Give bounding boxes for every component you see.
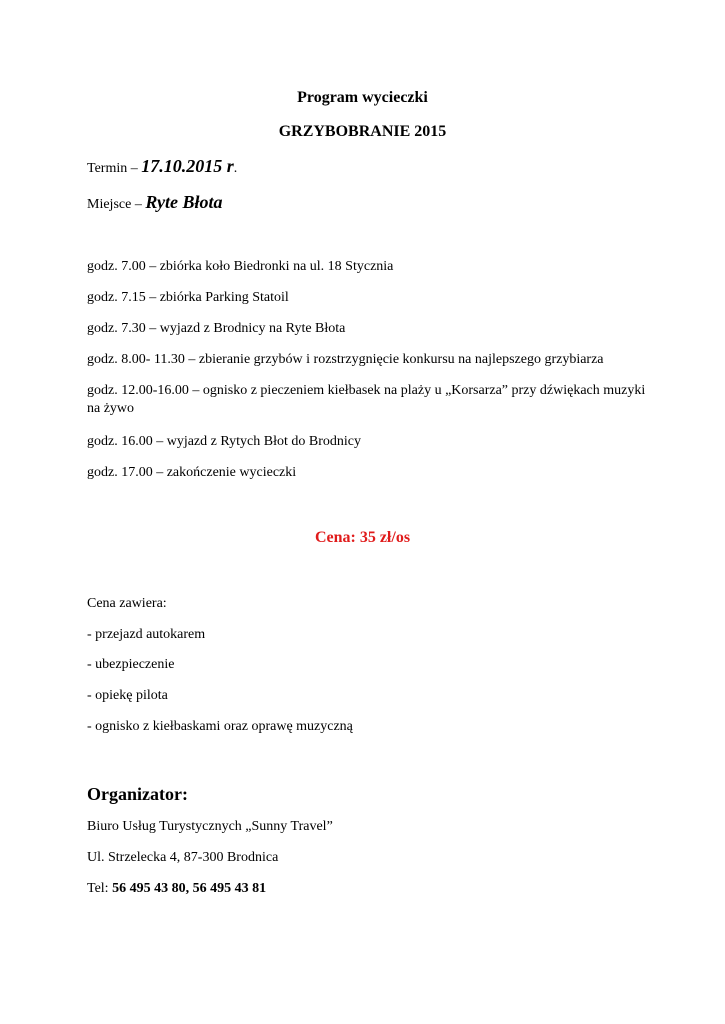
includes-item: - przejazd autokarem bbox=[87, 627, 206, 642]
schedule-item: godz. 12.00-16.00 – ognisko z pieczeniem kiełbasek na plaży u „Korsarza” przy dźwiękach muzyki na żywo bbox=[87, 383, 646, 416]
schedule-item: godz. 7.00 – zbiórka koło Biedronki na ul. 18 Stycznia bbox=[87, 259, 394, 274]
term-date: 17.10.2015 r bbox=[141, 156, 234, 176]
phone-label: Tel: bbox=[87, 881, 113, 896]
includes-item: - ubezpieczenie bbox=[87, 657, 175, 672]
schedule-item: godz. 16.00 – wyjazd z Rytych Błot do Brodnicy bbox=[87, 434, 361, 449]
document-subtitle: GRZYBOBRANIE 2015 bbox=[278, 123, 447, 140]
phone-numbers: 56 495 43 80, 56 495 43 81 bbox=[112, 881, 267, 896]
place-line bbox=[87, 193, 223, 214]
place-label: Miejsce – bbox=[87, 197, 146, 212]
price-line: Cena: 35 zł/os bbox=[314, 529, 411, 546]
schedule-item: godz. 7.30 – wyjazd z Brodnicy na Ryte Błota bbox=[87, 321, 346, 336]
term-line bbox=[87, 157, 237, 178]
term-suffix: . bbox=[233, 161, 238, 176]
organizer-heading: Organizator: bbox=[87, 784, 188, 804]
includes-item: - ognisko z kiełbaskami oraz oprawę muzyczną bbox=[87, 719, 353, 734]
organizer-phone bbox=[87, 880, 266, 898]
term-label: Termin – bbox=[87, 161, 142, 176]
organizer-name: Biuro Usług Turystycznych „Sunny Travel” bbox=[87, 819, 333, 834]
place-name: Ryte Błota bbox=[145, 192, 223, 212]
schedule-item: godz. 8.00- 11.30 – zbieranie grzybów i rozstrzygnięcie konkursu na najlepszego grzybiarza bbox=[87, 352, 604, 367]
schedule-item: godz. 17.00 – zakończenie wycieczki bbox=[87, 465, 297, 480]
document-title: Program wycieczki bbox=[297, 89, 428, 106]
includes-item: - opiekę pilota bbox=[87, 688, 168, 703]
includes-heading: Cena zawiera: bbox=[87, 596, 167, 611]
organizer-address: Ul. Strzelecka 4, 87-300 Brodnica bbox=[87, 850, 279, 865]
schedule-item: godz. 7.15 – zbiórka Parking Statoil bbox=[87, 290, 289, 305]
